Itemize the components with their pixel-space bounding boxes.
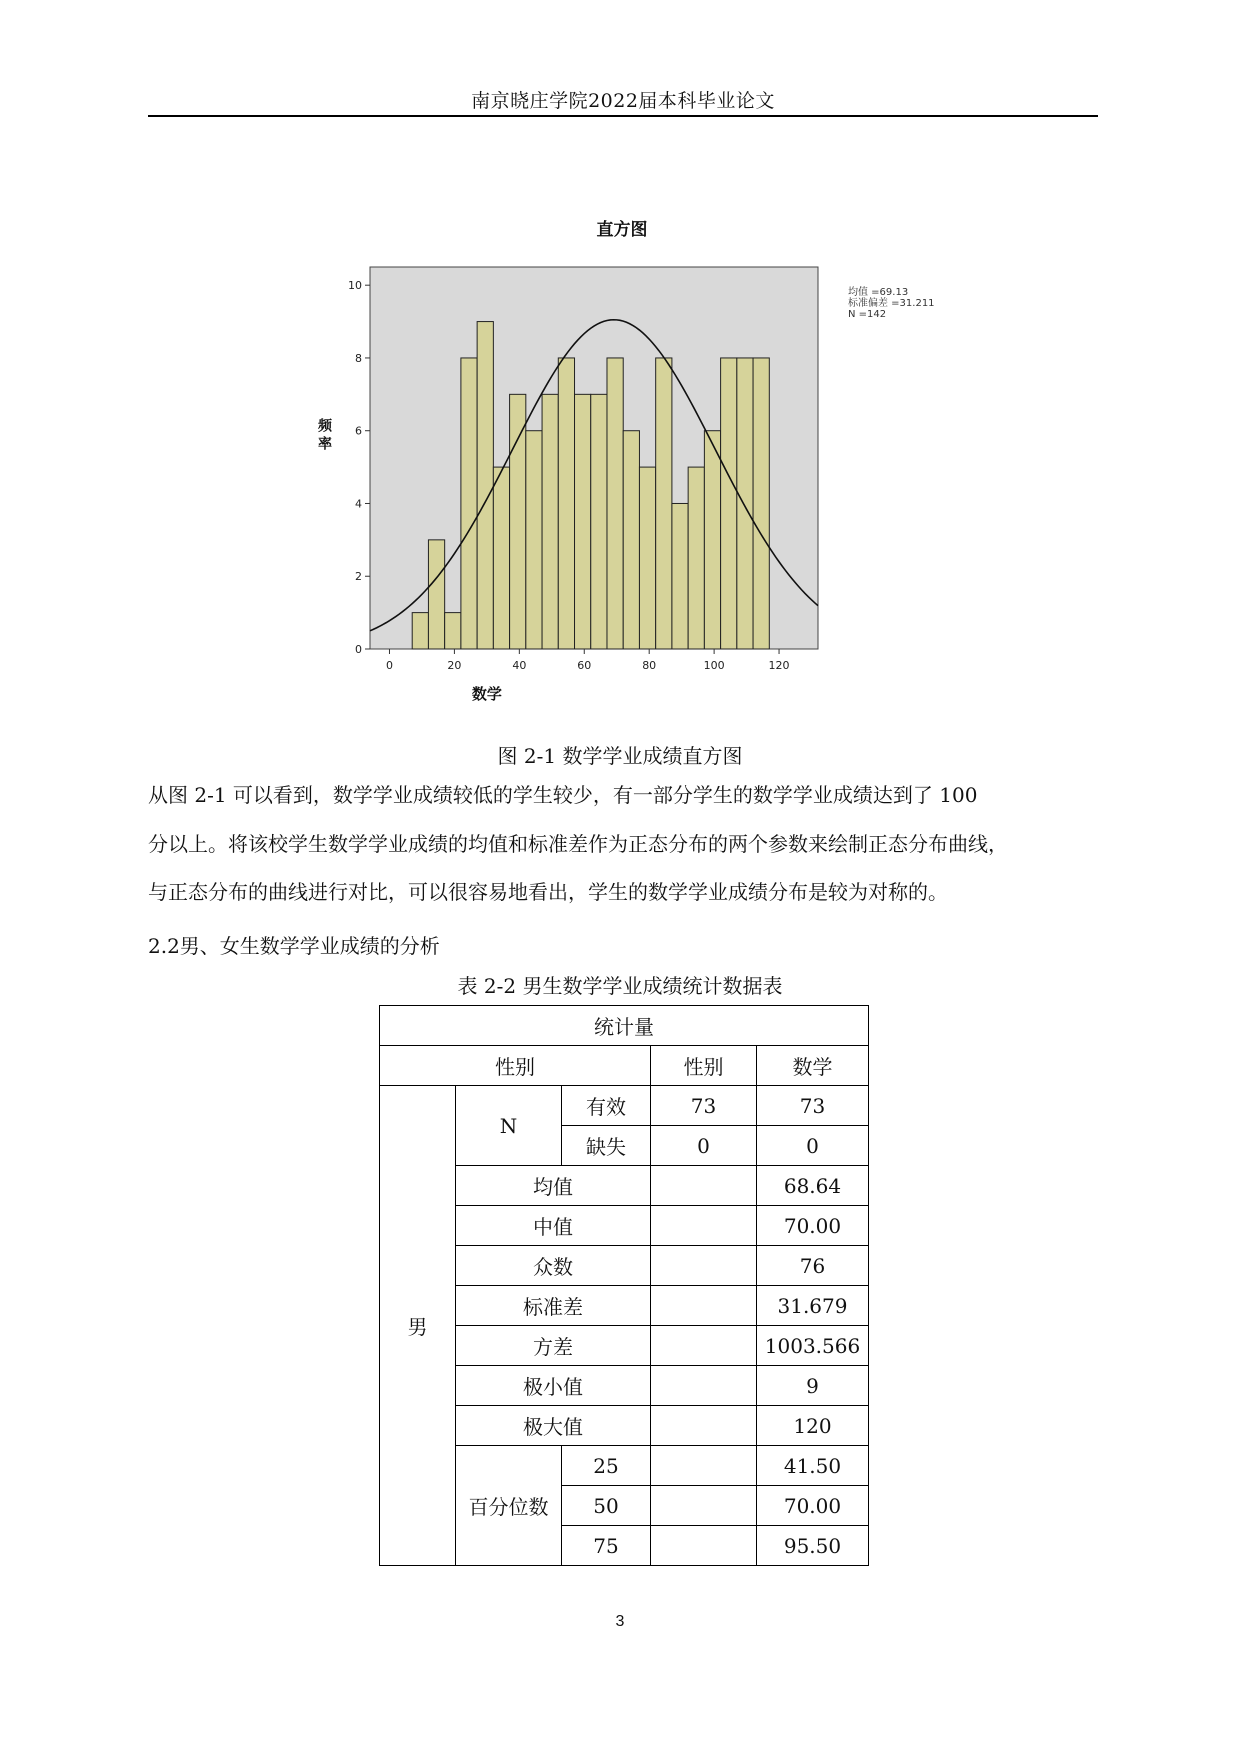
histogram-bar-18: [688, 467, 704, 649]
x-tick-label-20: 20: [447, 659, 462, 672]
max-label: 极大值: [456, 1406, 651, 1446]
mean-label: 均值: [456, 1166, 651, 1206]
histogram-bar-14: [623, 431, 639, 649]
histogram-bar-17: [672, 503, 688, 649]
histogram-bar-19: [704, 431, 720, 649]
median-gender: [651, 1206, 757, 1246]
max-gender: [651, 1406, 757, 1446]
p50-gender: [651, 1486, 757, 1526]
group-label: 男: [380, 1086, 456, 1566]
histogram-bar-2: [428, 540, 444, 649]
paragraph-line-2: 分以上。将该校学生数学学业成绩的均值和标准差作为正态分布的两个参数来绘制正态分布曲线，: [148, 832, 1008, 856]
p25-math: 41.50: [757, 1446, 869, 1486]
y-axis-label-char-2: 率: [318, 436, 332, 453]
p25-label: 25: [562, 1446, 651, 1486]
y-tick-label-6: 6: [355, 424, 362, 438]
histogram-bar-16: [656, 358, 672, 649]
mode-math: 76: [757, 1246, 869, 1286]
p75-label: 75: [562, 1526, 651, 1566]
valid-math: 73: [757, 1086, 869, 1126]
p75-gender: [651, 1526, 757, 1566]
legend-line-1: 均值 =69.13: [848, 287, 909, 298]
table-header-row: [380, 1046, 869, 1086]
x-tick-label-100: 100: [703, 659, 725, 672]
stats-table: [379, 1005, 869, 1566]
y-tick-label-2: 2: [355, 570, 362, 584]
header-rule: [148, 115, 1098, 117]
sd-gender: [651, 1286, 757, 1326]
var-math: 1003.566: [757, 1326, 869, 1366]
header-math: 数学: [757, 1046, 869, 1086]
y-tick-label-8: 8: [355, 351, 362, 365]
table-row: [380, 1086, 869, 1126]
missing-math: 0: [757, 1126, 869, 1166]
section-heading: 2.2男、女生数学学业成绩的分析: [148, 934, 440, 958]
x-tick-label-60: 60: [577, 659, 592, 672]
histogram-chart: [300, 205, 980, 715]
var-label: 方差: [456, 1326, 651, 1366]
histogram-bar-22: [753, 358, 769, 649]
header-group: 性别: [380, 1046, 651, 1086]
histogram-svg: [300, 205, 980, 715]
sd-math: 31.679: [757, 1286, 869, 1326]
p50-math: 70.00: [757, 1486, 869, 1526]
var-gender: [651, 1326, 757, 1366]
table-caption: 表 2-2 男生数学学业成绩统计数据表: [457, 974, 783, 998]
histogram-bar-7: [510, 394, 526, 649]
mode-gender: [651, 1246, 757, 1286]
valid-label: 有效: [562, 1086, 651, 1126]
legend-line-3: N =142: [848, 309, 887, 320]
histogram-bar-10: [558, 358, 574, 649]
chart-title: 直方图: [596, 220, 648, 240]
x-tick-label-120: 120: [768, 659, 790, 672]
histogram-bar-4: [461, 358, 477, 649]
mean-math: 68.64: [757, 1166, 869, 1206]
histogram-bar-12: [591, 394, 607, 649]
y-axis-label-char-1: 频: [318, 418, 332, 435]
paragraph-line-1: 从图 2-1 可以看到，数学学业成绩较低的学生较少，有一部分学生的数学学业成绩达到了 100: [148, 783, 978, 807]
figure-caption: 图 2-1 数学学业成绩直方图: [497, 744, 743, 768]
p75-math: 95.50: [757, 1526, 869, 1566]
max-math: 120: [757, 1406, 869, 1446]
x-tick-label-0: 0: [385, 659, 393, 672]
y-tick-label-4: 4: [355, 497, 362, 511]
histogram-bar-1: [412, 613, 428, 649]
missing-gender: 0: [651, 1126, 757, 1166]
median-math: 70.00: [757, 1206, 869, 1246]
min-label: 极小值: [456, 1366, 651, 1406]
histogram-bar-6: [493, 467, 509, 649]
page-number: 3: [615, 1613, 625, 1630]
paragraph-line-3: 与正态分布的曲线进行对比，可以很容易地看出，学生的数学学业成绩分布是较为对称的。: [148, 880, 948, 904]
min-math: 9: [757, 1366, 869, 1406]
histogram-bar-13: [607, 358, 623, 649]
table-title-row: [380, 1006, 869, 1046]
histogram-bar-5: [477, 322, 493, 649]
table-title: 统计量: [380, 1006, 869, 1046]
x-tick-label-80: 80: [642, 659, 657, 672]
p25-gender: [651, 1446, 757, 1486]
page-header: 南京晓庄学院2022届本科毕业论文: [471, 90, 775, 112]
p50-label: 50: [562, 1486, 651, 1526]
median-label: 中值: [456, 1206, 651, 1246]
histogram-bar-11: [575, 394, 591, 649]
percentile-label: 百分位数: [456, 1446, 562, 1566]
histogram-bar-15: [639, 467, 655, 649]
histogram-bar-9: [542, 394, 558, 649]
y-tick-label-10: 10: [348, 279, 362, 293]
sd-label: 标准差: [456, 1286, 651, 1326]
min-gender: [651, 1366, 757, 1406]
histogram-bar-21: [737, 358, 753, 649]
mean-gender: [651, 1166, 757, 1206]
missing-label: 缺失: [562, 1126, 651, 1166]
x-axis-label: 数学: [471, 685, 502, 703]
legend-line-2: 标准偏差 =31.211: [848, 298, 935, 309]
x-tick-label-40: 40: [512, 659, 527, 672]
histogram-bar-20: [721, 358, 737, 649]
y-tick-label-0: 0: [355, 643, 362, 656]
valid-gender: 73: [651, 1086, 757, 1126]
histogram-bar-8: [526, 431, 542, 649]
histogram-bar-3: [445, 613, 461, 649]
header-gender: 性别: [651, 1046, 757, 1086]
mode-label: 众数: [456, 1246, 651, 1286]
n-label: N: [456, 1086, 562, 1166]
